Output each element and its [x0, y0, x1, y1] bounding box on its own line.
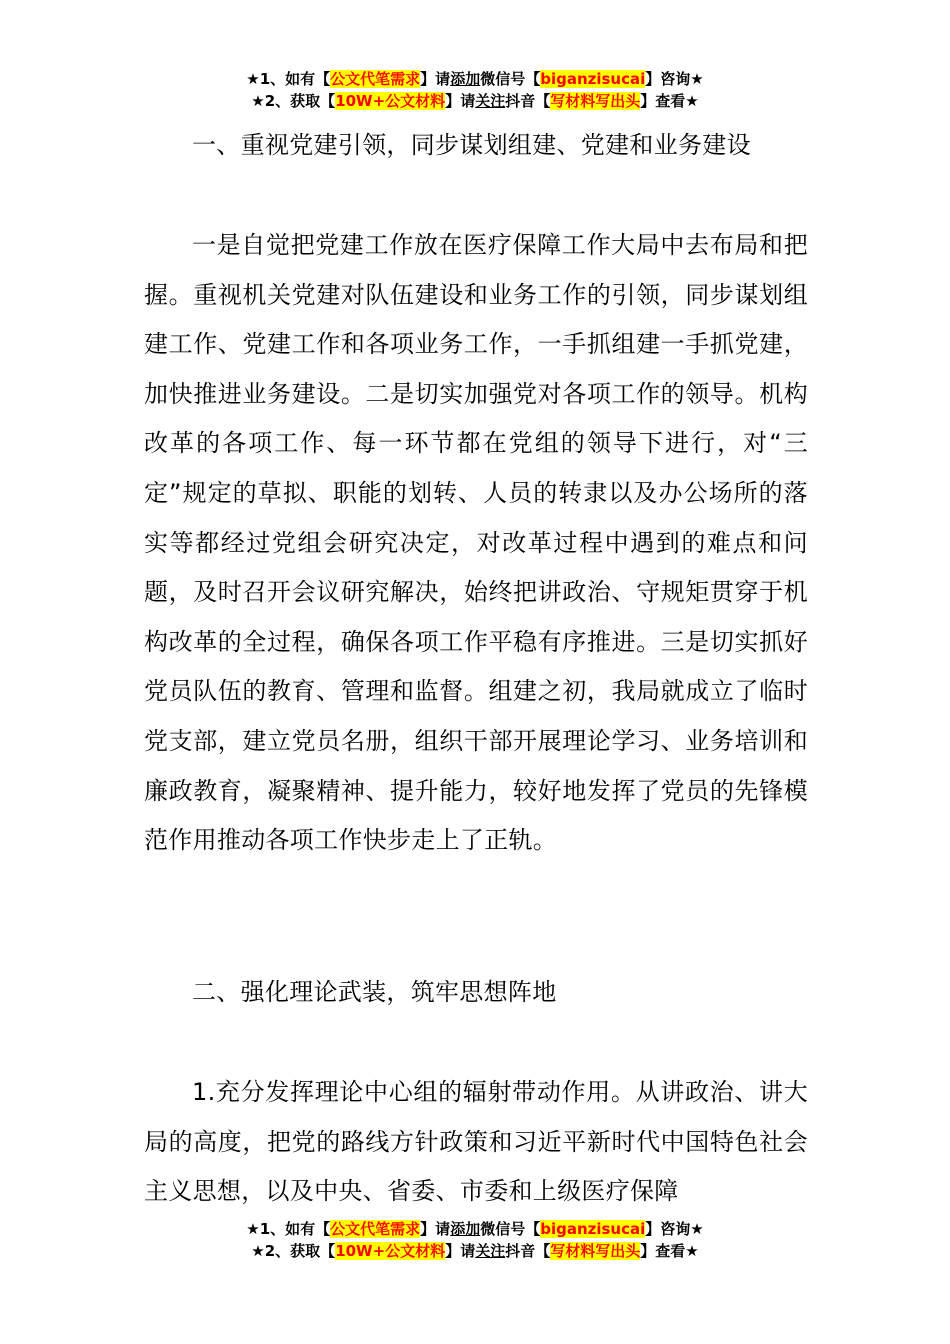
promo-text: 】请 — [420, 1220, 451, 1238]
promo-emphasis: 添加 — [450, 1220, 481, 1238]
body-paragraph-1: 一是自觉把党建工作放在医疗保障工作大局中去布局和把握。重视机关党建对队伍建设和业务工作的引领，同步谋划组建工作、党建工作和各项业务工作，一手抓组建一手抓党建，加快推进业务建设。二是切实加强党对各项工作的领导。机构改革的各项工作、每一环节都在党组的领导下进行，对“三定”规定的草拟、职能的划转、人员的转隶以及办公场所的落实等都经过党组会研究决定，对改革过程中遇到的难点和问题，及时召开会议研究解决，始终把讲政治、守规矩贯穿于机构改革的全过程，确保各项工作平稳有序推进。三是切实抓好党员队伍的教育、管理和监督。组建之初，我局就成立了临时党支部，建立党员名册，组织干部开展理论学习、业务培训和廉政教育，凝聚精神、提升能力，较好地发挥了党员的先锋模范作用推动各项工作快步走上了正轨。 — [144, 231, 808, 855]
promo-banner-bottom — [0, 1218, 950, 1262]
promo-text: 】请 — [445, 1242, 476, 1260]
section-heading-2: 二、强化理论武装，筑牢思想阵地 — [192, 978, 557, 1006]
highlight-materials: 10W+公文材料 — [335, 92, 446, 110]
promo-line-1 — [0, 1218, 950, 1240]
promo-text: ★2、获取【 — [251, 92, 336, 110]
promo-text: 】查看★ — [640, 1242, 699, 1260]
promo-emphasis: 添加 — [450, 70, 481, 88]
promo-banner-top — [0, 68, 950, 112]
promo-text: 】咨询★ — [645, 1220, 704, 1238]
highlight-douyin-account: 写材料写出头 — [550, 1242, 641, 1260]
promo-text: 】请 — [445, 92, 476, 110]
body-paragraph-2: 1.充分发挥理论中心组的辐射带动作用。从讲政治、讲大局的高度，把党的路线方针政策和习近平新时代中国特色社会主义思想，以及中央、省委、市委和上级医疗保障 — [144, 1078, 808, 1206]
highlight-service: 公文代笔需求 — [330, 1220, 421, 1238]
promo-text: 微信号【 — [480, 70, 541, 88]
promo-line-2 — [0, 1240, 950, 1262]
promo-text: 抖音【 — [505, 1242, 551, 1260]
promo-text: 】请 — [420, 70, 451, 88]
promo-text: ★1、如有【 — [246, 1220, 331, 1238]
promo-line-2 — [0, 90, 950, 112]
promo-text: 抖音【 — [505, 92, 551, 110]
highlight-wechat-id: biganzisucai — [540, 70, 646, 88]
section-heading-1: 一、重视党建引领，同步谋划组建、党建和业务建设 — [192, 131, 751, 159]
promo-text: 】咨询★ — [645, 70, 704, 88]
promo-text: ★1、如有【 — [246, 70, 331, 88]
promo-text: 】查看★ — [640, 92, 699, 110]
promo-text: 微信号【 — [480, 1220, 541, 1238]
promo-emphasis: 关注 — [475, 1242, 506, 1260]
promo-line-1 — [0, 68, 950, 90]
highlight-materials: 10W+公文材料 — [335, 1242, 446, 1260]
promo-emphasis: 关注 — [475, 92, 506, 110]
highlight-wechat-id: biganzisucai — [540, 1220, 646, 1238]
promo-text: ★2、获取【 — [251, 1242, 336, 1260]
highlight-service: 公文代笔需求 — [330, 70, 421, 88]
highlight-douyin-account: 写材料写出头 — [550, 92, 641, 110]
